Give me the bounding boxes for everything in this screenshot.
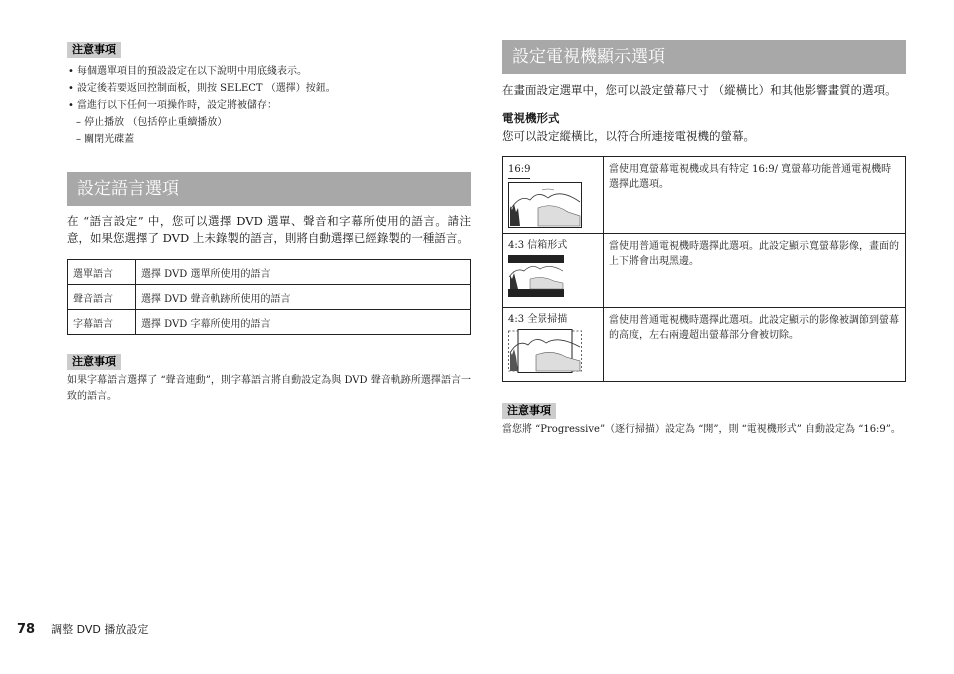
language-intro: 在 “語言設定” 中，您可以選擇 DVD 選單、聲音和字幕所使用的語言。請注意，如果您選擇了 DVD 上未錄製的語言，則將自動選擇已經錄製的一種語言。: [67, 214, 471, 245]
tv-intro: 在畫面設定選單中，您可以設定螢幕尺寸 （縱橫比）和其他影響畫質的選項。: [502, 83, 897, 97]
left-column: [67, 38, 471, 405]
sub-bullet: – 停止播放 （包括停止重續播放）: [76, 117, 228, 128]
page-number: 78: [17, 622, 36, 637]
language-table: [67, 259, 471, 335]
tv-type-heading: 電視機形式: [502, 111, 560, 125]
table-key: 聲音語言: [68, 285, 136, 310]
footer-title: 調整 DVD 播放設定: [51, 623, 149, 636]
panscan-landscape-icon: [508, 329, 582, 373]
table-key: 選單語言: [68, 260, 136, 285]
progressive-note: 當您將 “Progressive”（逐行掃描）設定為 “開”，則 “電視機形式” 自動設定為 “16:9”。: [502, 424, 901, 435]
note-label-3: 注意事項: [502, 403, 556, 419]
table-row: [68, 310, 471, 335]
table-row: [503, 234, 906, 308]
note-label-2: 注意事項: [67, 354, 121, 370]
table-desc: 當使用寬螢幕電視機或具有特定 16:9/ 寬螢幕功能普通電視機時選擇此選項。: [604, 157, 906, 234]
table-desc: 當使用普通電視機時選擇此選項。此設定顯示的影像被調節到螢幕的高度，左右兩邊超出螢幕部分會被切除。: [604, 308, 906, 382]
table-key-cell: [503, 234, 604, 308]
tv-type-intro: 您可以設定縱橫比，以符合所連接電視機的螢幕。: [502, 129, 755, 143]
table-desc: 選擇 DVD 選單所使用的語言: [136, 260, 471, 285]
table-desc: 當使用普通電視機時選擇此選項。此設定顯示寬螢幕影像，畫面的上下將會出現黑邊。: [604, 234, 906, 308]
table-key-cell: [503, 308, 604, 382]
sub-bullet: – 關閉光碟蓋: [76, 134, 135, 145]
language-section-heading: 設定語言選項: [67, 172, 471, 206]
note-label-1: 注意事項: [67, 42, 121, 58]
table-desc: 選擇 DVD 聲音軌跡所使用的語言: [136, 285, 471, 310]
bullet-item: • 每個選單項目的預設設定在以下說明中用底綫表示。: [68, 66, 307, 77]
table-key: 字幕語言: [68, 310, 136, 335]
page-footer: [17, 621, 148, 637]
bullet-item: • 設定後若要返回控制面板，則按 SELECT （選擇）按鈕。: [68, 83, 336, 94]
subtitle-note: 如果字幕語言選擇了 “聲音連動”，則字幕語言將自動設定為與 DVD 聲音軌跡所選擇語言一致的語言。: [67, 375, 471, 402]
widescreen-landscape-icon: [508, 182, 582, 228]
mode-label-panscan: 4:3 全景掃描: [508, 314, 568, 325]
tv-section-heading: 設定電視機顯示選項: [502, 40, 906, 74]
mode-label-letterbox: 4:3 信箱形式: [508, 240, 568, 251]
table-key-cell: [503, 157, 604, 234]
right-column: [502, 40, 906, 438]
letterbox-landscape-icon: [508, 255, 564, 297]
table-desc: 選擇 DVD 字幕所使用的語言: [136, 310, 471, 335]
mode-label-16-9: 16:9: [508, 163, 530, 179]
bullet-item: • 當進行以下任何一項操作時，設定將被儲存：: [68, 100, 277, 111]
table-row: [503, 308, 906, 382]
note-bullets: [67, 63, 471, 114]
tv-type-table: [502, 156, 906, 382]
table-row: [503, 157, 906, 234]
table-row: [68, 260, 471, 285]
table-row: [68, 285, 471, 310]
